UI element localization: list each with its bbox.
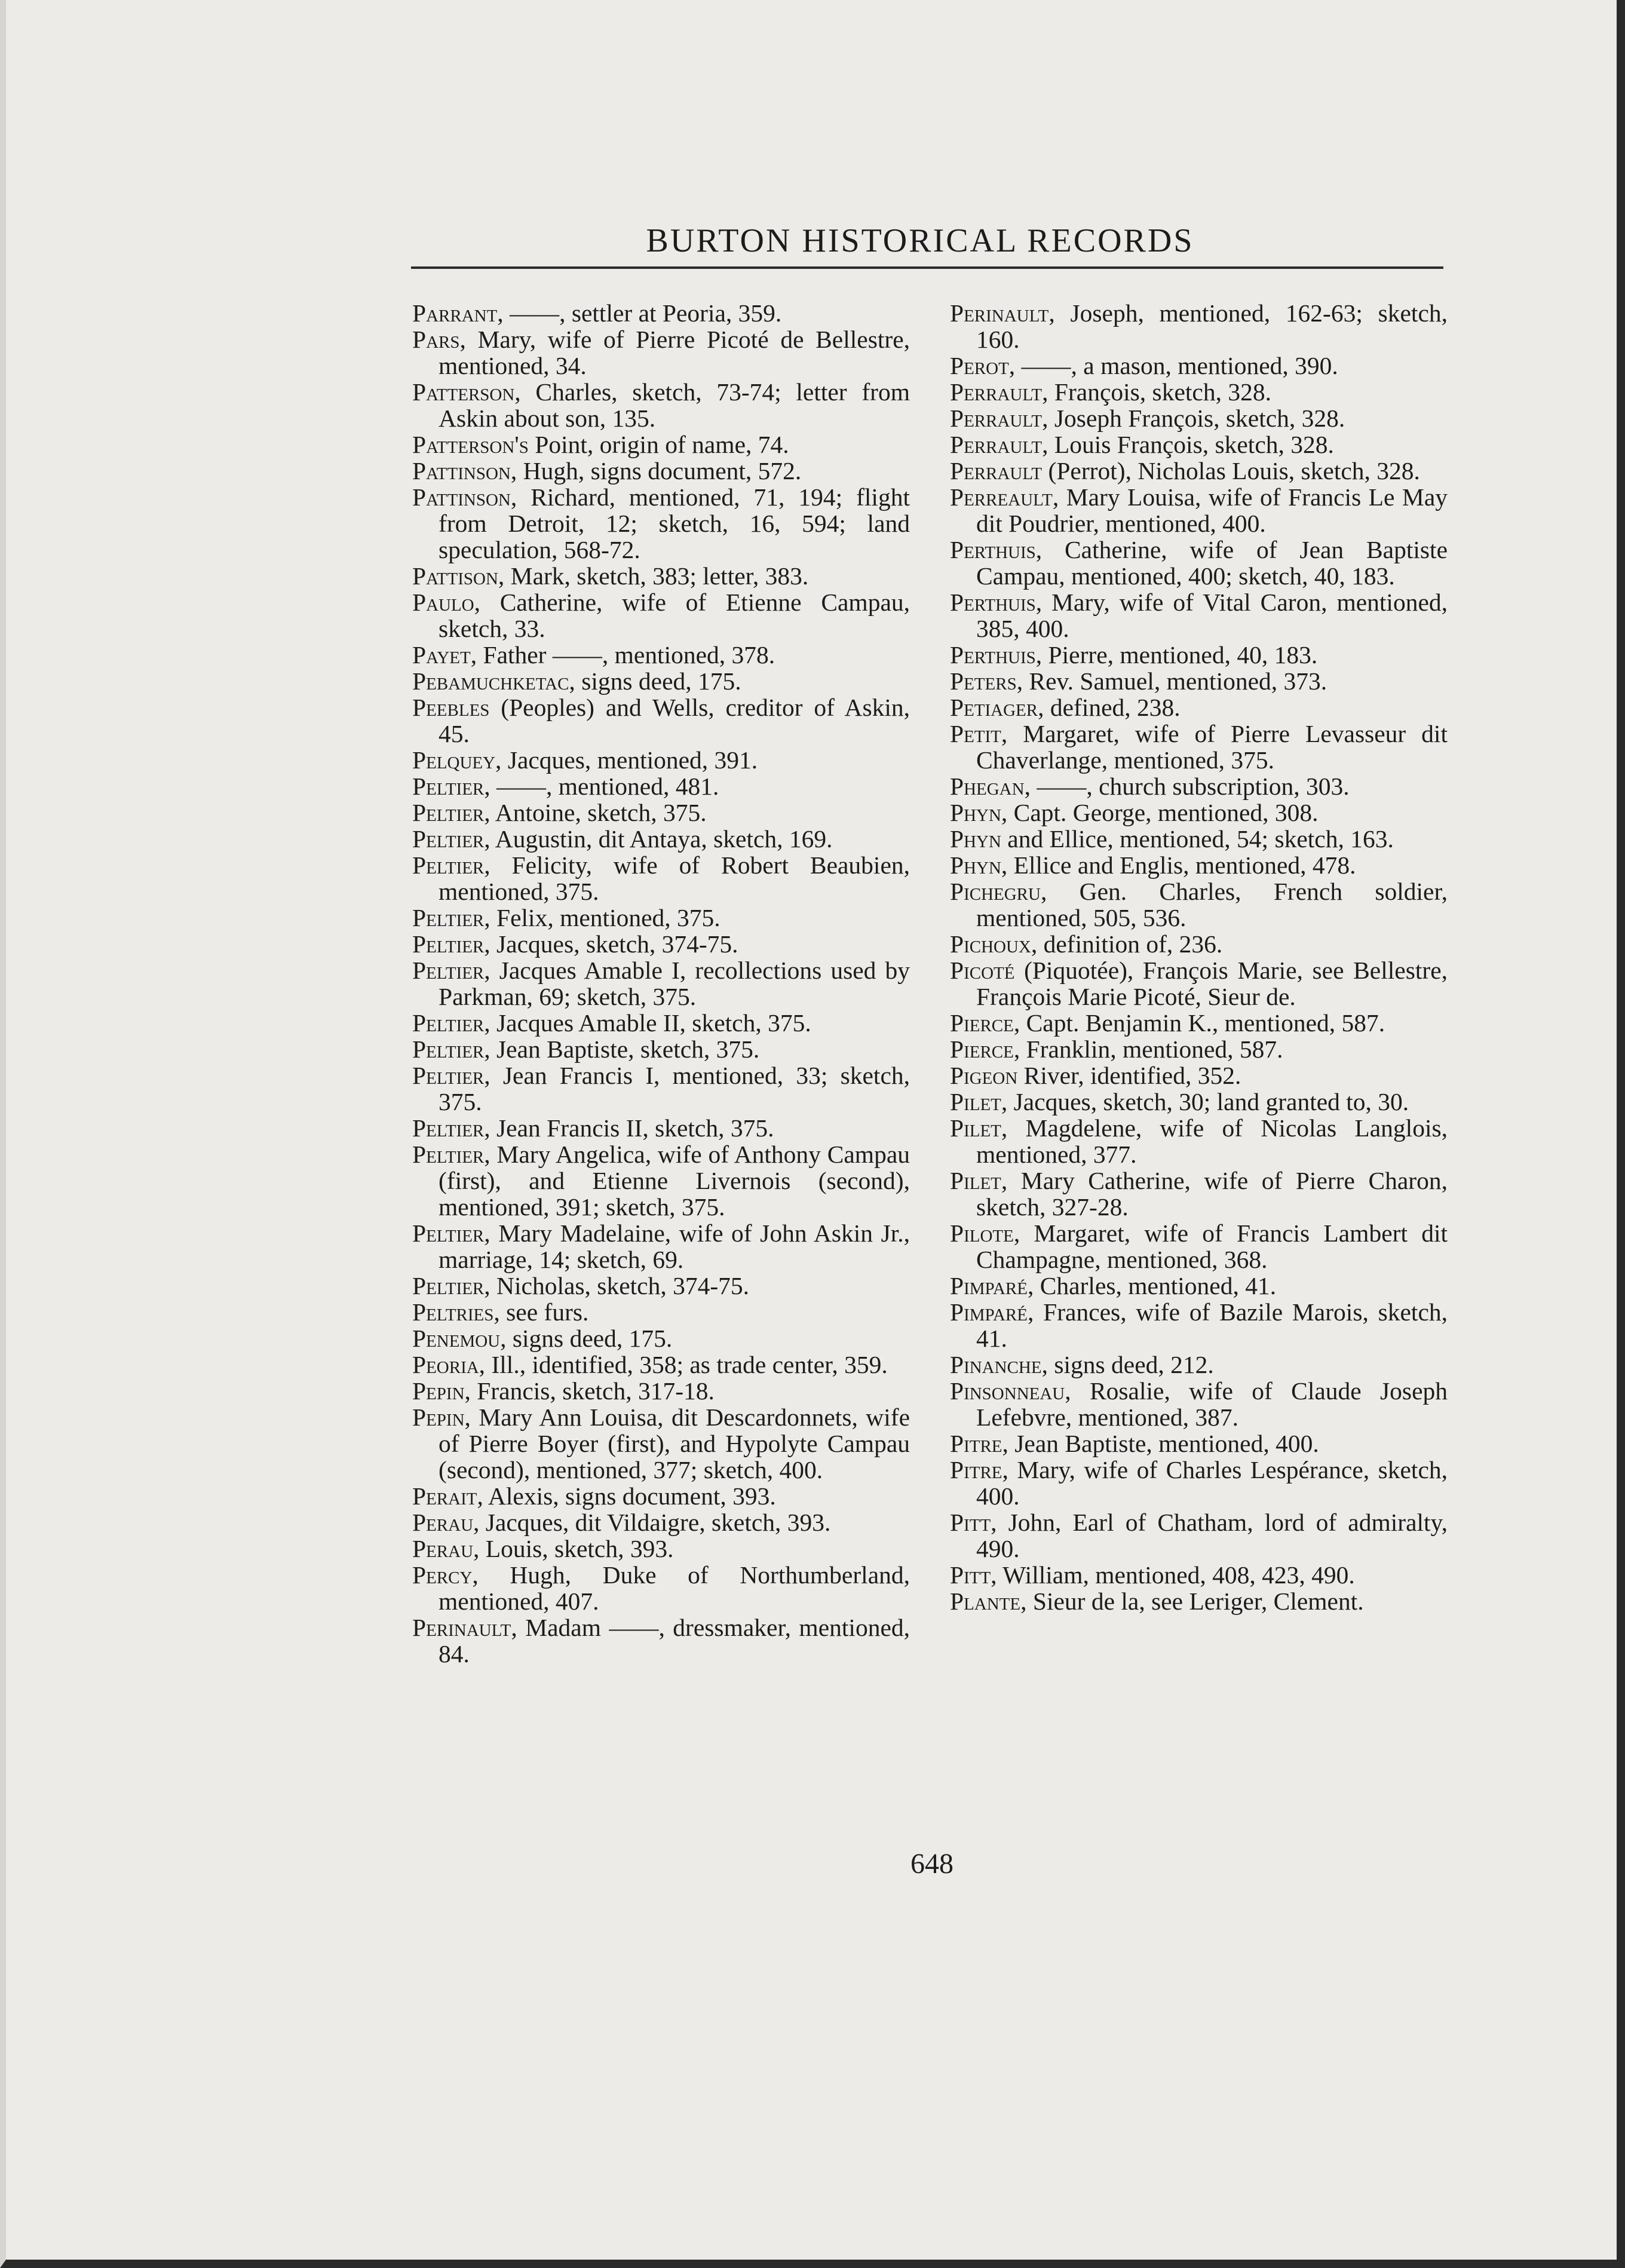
- entry-headword: Pitre,: [950, 1430, 1008, 1457]
- index-entry: [412, 1273, 910, 1299]
- entry-text: Ellice and Englis, mentioned, 478.: [1007, 851, 1356, 879]
- entry-text: John, Earl of Chatham, lord of admiralty, 490.: [976, 1509, 1448, 1562]
- index-entry: [412, 1115, 910, 1141]
- entry-text: Jacques Amable II, sketch, 375.: [490, 1009, 811, 1037]
- index-entry: [412, 852, 910, 905]
- entry-text: ——, church subscription, 303.: [1030, 773, 1350, 800]
- entry-text: Magdelene, wife of Nicolas Langlois, mentioned, 377.: [976, 1114, 1448, 1168]
- entry-headword: Pimparé,: [950, 1272, 1034, 1299]
- entry-text: Alexis, signs document, 393.: [483, 1482, 776, 1510]
- entry-text: Antoine, sketch, 375.: [490, 799, 707, 826]
- entry-text: Charles, sketch, 73-74; letter from Askin about son, 135.: [439, 378, 910, 432]
- entry-text: ——, mentioned, 481.: [490, 773, 719, 800]
- entry-headword: Pichoux,: [950, 930, 1038, 958]
- entry-text: Jean Francis I, mentioned, 33; sketch, 375.: [439, 1062, 910, 1115]
- entry-headword: Perrault,: [950, 378, 1048, 406]
- index-entry: [950, 405, 1448, 431]
- index-entry: [950, 1036, 1448, 1062]
- index-entry: [950, 642, 1448, 668]
- entry-text: François, sketch, 328.: [1048, 378, 1271, 406]
- entry-text: Mary, wife of Pierre Picoté de Bellestre, mentioned, 34.: [439, 326, 910, 379]
- index-entry: [412, 1562, 910, 1614]
- entry-headword: Peltier,: [412, 1062, 490, 1089]
- entry-headword: Paulo,: [412, 589, 480, 616]
- index-entry: [412, 747, 910, 773]
- entry-headword: Pattison,: [412, 562, 505, 590]
- entry-headword: Peebles: [412, 694, 490, 721]
- entry-headword: Peltier,: [412, 1141, 490, 1168]
- entry-headword: Plante,: [950, 1587, 1027, 1615]
- entry-text: signs deed, 175.: [506, 1325, 673, 1352]
- entry-headword: Peltier,: [412, 1219, 490, 1247]
- entry-headword: Pilet,: [950, 1114, 1008, 1142]
- entry-headword: Perrault: [950, 457, 1043, 485]
- entry-headword: Perait,: [412, 1482, 483, 1510]
- index-entry: [950, 799, 1448, 826]
- entry-headword: Peltier,: [412, 825, 490, 853]
- entry-text: Louis François, sketch, 328.: [1048, 431, 1334, 458]
- entry-headword: Pilet,: [950, 1088, 1008, 1115]
- entry-text: River, identified, 352.: [1017, 1062, 1241, 1089]
- index-entry: [950, 1010, 1448, 1036]
- index-entry: [950, 826, 1448, 852]
- index-column-left: [412, 300, 910, 1667]
- entry-headword: Pitre,: [950, 1456, 1008, 1484]
- entry-headword: Pars,: [412, 326, 466, 353]
- entry-headword: Perinault,: [412, 1614, 517, 1641]
- index-entry: [412, 1351, 910, 1378]
- index-entry: [950, 353, 1448, 379]
- page-number: 648: [910, 1848, 953, 1880]
- entry-text: signs deed, 212.: [1047, 1351, 1214, 1378]
- index-entry: [412, 957, 910, 1010]
- index-entry: [412, 773, 910, 799]
- entry-headword: Petit,: [950, 720, 1008, 747]
- index-entry: [950, 878, 1448, 931]
- entry-headword: Parrant,: [412, 299, 504, 327]
- header-rule: [411, 266, 1443, 269]
- entry-headword: Pattinson,: [412, 457, 517, 485]
- entry-text: signs deed, 175.: [575, 667, 741, 695]
- entry-headword: Peters,: [950, 667, 1023, 695]
- entry-text: Rosalie, wife of Claude Joseph Lefebvre, mentioned, 387.: [976, 1377, 1448, 1431]
- entry-text: (Piquotée), François Marie, see Bellestre, François Marie Picoté, Sieur de.: [976, 957, 1448, 1010]
- index-entry: [412, 826, 910, 852]
- index-entry: [950, 694, 1448, 721]
- entry-text: Mary Louisa, wife of Francis Le May dit Poudrier, mentioned, 400.: [976, 483, 1448, 537]
- entry-text: Frances, wife of Bazile Marois, sketch, 41.: [976, 1298, 1448, 1352]
- entry-headword: Perau,: [412, 1535, 480, 1562]
- entry-text: see furs.: [499, 1298, 589, 1326]
- entry-text: Richard, mentioned, 71, 194; flight from Detroit, 12; sketch, 16, 594; land speculation, 568-72.: [439, 483, 910, 563]
- entry-headword: Perau,: [412, 1509, 480, 1536]
- entry-text: defined, 238.: [1044, 694, 1181, 721]
- entry-text: Hugh, Duke of Northumberland, mentioned, 407.: [439, 1561, 910, 1615]
- entry-headword: Perthuis,: [950, 641, 1043, 669]
- index-entry: [950, 300, 1448, 353]
- index-entry: [950, 852, 1448, 878]
- entry-headword: Pitt,: [950, 1509, 997, 1536]
- entry-headword: Peltier,: [412, 799, 490, 826]
- index-entry: [950, 931, 1448, 957]
- index-entry: [412, 458, 910, 484]
- entry-headword: Peltier,: [412, 773, 490, 800]
- index-entry: [950, 721, 1448, 773]
- entry-text: Madam ——, dressmaker, mentioned, 84.: [439, 1614, 910, 1668]
- entry-text: Mark, sketch, 383; letter, 383.: [504, 562, 809, 590]
- entry-text: Charles, mentioned, 41.: [1034, 1272, 1277, 1299]
- entry-text: Catherine, wife of Etienne Campau, sketch, 33.: [439, 589, 910, 642]
- entry-headword: Peltier,: [412, 851, 490, 879]
- entry-text: Mary, wife of Charles Lespérance, sketch, 400.: [976, 1456, 1448, 1510]
- running-head: BURTON HISTORICAL RECORDS: [646, 222, 1194, 259]
- entry-text: Mary Ann Louisa, dit Descardonnets, wife of Pierre Boyer (first), and Hypolyte Campau (second), mentioned, 377; sketch, 400.: [439, 1403, 910, 1484]
- index-entry: [950, 1430, 1448, 1457]
- index-entry: [412, 1378, 910, 1404]
- entry-text: Jacques Amable I, recollections used by Parkman, 69; sketch, 375.: [439, 957, 910, 1010]
- entry-headword: Pepin,: [412, 1403, 471, 1431]
- entry-headword: Peltier,: [412, 904, 490, 931]
- entry-headword: Peltier,: [412, 930, 490, 958]
- index-entry: [950, 589, 1448, 642]
- entry-headword: Petiager,: [950, 694, 1044, 721]
- entry-text: Mary, wife of Vital Caron, mentioned, 385, 400.: [976, 589, 1448, 642]
- entry-text: Hugh, signs document, 572.: [517, 457, 802, 485]
- index-entry: [412, 589, 910, 642]
- entry-text: definition of, 236.: [1037, 930, 1223, 958]
- entry-headword: Pinanche,: [950, 1351, 1048, 1378]
- index-entry: [412, 1483, 910, 1509]
- index-entry: [950, 1299, 1448, 1351]
- index-entry: [950, 1167, 1448, 1220]
- index-entry: [950, 1351, 1448, 1378]
- entry-headword: Perinault,: [950, 299, 1055, 327]
- entry-text: (Peoples) and Wells, creditor of Askin, 45.: [439, 694, 910, 747]
- entry-text: Point, origin of name, 74.: [528, 431, 789, 458]
- entry-text: Franklin, mentioned, 587.: [1020, 1035, 1283, 1063]
- entry-headword: Pelquey,: [412, 746, 502, 774]
- entry-text: Jacques, sketch, 374-75.: [490, 930, 738, 958]
- entry-headword: Perrault,: [950, 431, 1048, 458]
- index-entry: [412, 1010, 910, 1036]
- index-entry: [412, 563, 910, 589]
- entry-headword: Patterson's: [412, 431, 529, 458]
- entry-text: (Perrot), Nicholas Louis, sketch, 328.: [1042, 457, 1420, 485]
- entry-text: Father ——, mentioned, 378.: [477, 641, 775, 669]
- entry-text: William, mentioned, 408, 423, 490.: [997, 1561, 1355, 1589]
- index-entry: [412, 642, 910, 668]
- entry-headword: Peltier,: [412, 1272, 490, 1299]
- entry-headword: Pilet,: [950, 1167, 1008, 1194]
- entry-text: Joseph François, sketch, 328.: [1048, 404, 1345, 432]
- entry-text: Francis, sketch, 317-18.: [470, 1377, 715, 1405]
- entry-text: Jacques, sketch, 30; land granted to, 30.: [1007, 1088, 1409, 1115]
- index-entry: [412, 1325, 910, 1351]
- index-entry: [412, 1404, 910, 1483]
- entry-headword: Perthuis,: [950, 536, 1043, 563]
- index-entry: [950, 458, 1448, 484]
- entry-headword: Peltries,: [412, 1298, 500, 1326]
- entry-text: Louis, sketch, 393.: [479, 1535, 674, 1562]
- entry-headword: Perthuis,: [950, 589, 1043, 616]
- entry-text: ——, settler at Peoria, 359.: [503, 299, 782, 327]
- index-entry: [950, 1457, 1448, 1509]
- entry-text: Capt. George, mentioned, 308.: [1007, 799, 1319, 826]
- entry-text: Ill., identified, 358; as trade center, 359.: [485, 1351, 888, 1378]
- entry-text: Sieur de la, see Leriger, Clement.: [1026, 1587, 1364, 1615]
- entry-headword: Peoria,: [412, 1351, 486, 1378]
- entry-headword: Pilote,: [950, 1219, 1020, 1247]
- entry-text: Margaret, wife of Francis Lambert dit Champagne, mentioned, 368.: [976, 1219, 1448, 1273]
- entry-headword: Pepin,: [412, 1377, 471, 1405]
- index-entry: [412, 1141, 910, 1220]
- entry-text: Felicity, wife of Robert Beaubien, mentioned, 375.: [439, 851, 910, 905]
- index-entry: [950, 484, 1448, 537]
- entry-headword: Peltier,: [412, 1114, 490, 1142]
- entry-headword: Picoté: [950, 957, 1015, 984]
- entry-text: Jean Baptiste, sketch, 375.: [490, 1035, 760, 1063]
- entry-headword: Phyn,: [950, 851, 1008, 879]
- entry-text: Gen. Charles, French soldier, mentioned, 505, 536.: [976, 878, 1448, 931]
- index-entry: [950, 431, 1448, 458]
- entry-text: Pierre, mentioned, 40, 183.: [1042, 641, 1318, 669]
- entry-headword: Pattinson,: [412, 483, 517, 511]
- entry-headword: Percy,: [412, 1561, 479, 1589]
- index-entry: [950, 773, 1448, 799]
- entry-text: ——, a mason, mentioned, 390.: [1015, 352, 1338, 379]
- index-entry: [412, 1509, 910, 1536]
- index-entry: [950, 957, 1448, 1010]
- entry-text: Catherine, wife of Jean Baptiste Campau, mentioned, 400; sketch, 40, 183.: [976, 536, 1448, 590]
- index-entry: [950, 1220, 1448, 1273]
- index-entry: [412, 1220, 910, 1273]
- index-entry: [412, 668, 910, 694]
- index-entry: [412, 326, 910, 379]
- entry-headword: Payet,: [412, 641, 477, 669]
- entry-text: Jacques, mentioned, 391.: [501, 746, 758, 774]
- entry-text: Margaret, wife of Pierre Levasseur dit Chaverlange, mentioned, 375.: [976, 720, 1448, 774]
- index-entry: [412, 1062, 910, 1115]
- entry-headword: Peltier,: [412, 957, 490, 984]
- entry-text: Mary Angelica, wife of Anthony Campau (first), and Etienne Livernois (second), mentioned, 391; sketch, 375.: [439, 1141, 910, 1221]
- entry-headword: Phyn,: [950, 799, 1008, 826]
- entry-headword: Peltier,: [412, 1035, 490, 1063]
- index-entry: [412, 694, 910, 747]
- index-entry: [950, 1273, 1448, 1299]
- index-entry: [950, 1588, 1448, 1614]
- entry-headword: Pinsonneau,: [950, 1377, 1071, 1405]
- entry-headword: Pierce,: [950, 1035, 1020, 1063]
- entry-text: Rev. Samuel, mentioned, 373.: [1023, 667, 1327, 695]
- index-entry: [412, 931, 910, 957]
- index-entry: [950, 1115, 1448, 1167]
- entry-headword: Pigeon: [950, 1062, 1018, 1089]
- index-entry: [950, 1509, 1448, 1562]
- index-entry: [412, 1614, 910, 1667]
- entry-text: Augustin, dit Antaya, sketch, 169.: [490, 825, 833, 853]
- entry-headword: Pierce,: [950, 1009, 1020, 1037]
- index-entry: [950, 1378, 1448, 1430]
- entry-text: and Ellice, mentioned, 54; sketch, 163.: [1001, 825, 1394, 853]
- entry-text: Jacques, dit Vildaigre, sketch, 393.: [479, 1509, 831, 1536]
- entry-headword: Pimparé,: [950, 1298, 1034, 1326]
- index-entry: [412, 484, 910, 563]
- index-entry: [412, 799, 910, 826]
- entry-headword: Patterson,: [412, 378, 521, 406]
- entry-headword: Pebamuchketac,: [412, 667, 575, 695]
- index-entry: [412, 379, 910, 431]
- entry-text: Mary Madelaine, wife of John Askin Jr., marriage, 14; sketch, 69.: [439, 1219, 910, 1273]
- entry-text: Capt. Benjamin K., mentioned, 587.: [1020, 1009, 1385, 1037]
- index-entry: [950, 379, 1448, 405]
- index-entry: [412, 1036, 910, 1062]
- entry-text: Nicholas, sketch, 374-75.: [490, 1272, 750, 1299]
- index-entry: [412, 431, 910, 458]
- entry-headword: Phegan,: [950, 773, 1031, 800]
- entry-text: Jean Baptiste, mentioned, 400.: [1008, 1430, 1319, 1457]
- entry-text: Joseph, mentioned, 162-63; sketch, 160.: [976, 299, 1448, 353]
- entry-headword: Perreault,: [950, 483, 1059, 511]
- entry-headword: Peltier,: [412, 1009, 490, 1037]
- index-entry: [412, 1536, 910, 1562]
- entry-text: Jean Francis II, sketch, 375.: [490, 1114, 774, 1142]
- index-entry: [412, 1299, 910, 1325]
- entry-headword: Pichegru,: [950, 878, 1047, 905]
- index-entry: [950, 1089, 1448, 1115]
- entry-headword: Penemou,: [412, 1325, 507, 1352]
- entry-headword: Perot,: [950, 352, 1016, 379]
- index-entry: [950, 1062, 1448, 1089]
- index-entry: [412, 300, 910, 326]
- entry-headword: Pitt,: [950, 1561, 997, 1589]
- entry-text: Mary Catherine, wife of Pierre Charon, sketch, 327-28.: [976, 1167, 1448, 1221]
- index-entry: [412, 905, 910, 931]
- index-entry: [950, 668, 1448, 694]
- index-entry: [950, 1562, 1448, 1588]
- entry-text: Felix, mentioned, 375.: [490, 904, 720, 931]
- index-column-right: [950, 300, 1448, 1614]
- index-entry: [950, 537, 1448, 589]
- entry-headword: Phyn: [950, 825, 1001, 853]
- entry-headword: Perrault,: [950, 404, 1048, 432]
